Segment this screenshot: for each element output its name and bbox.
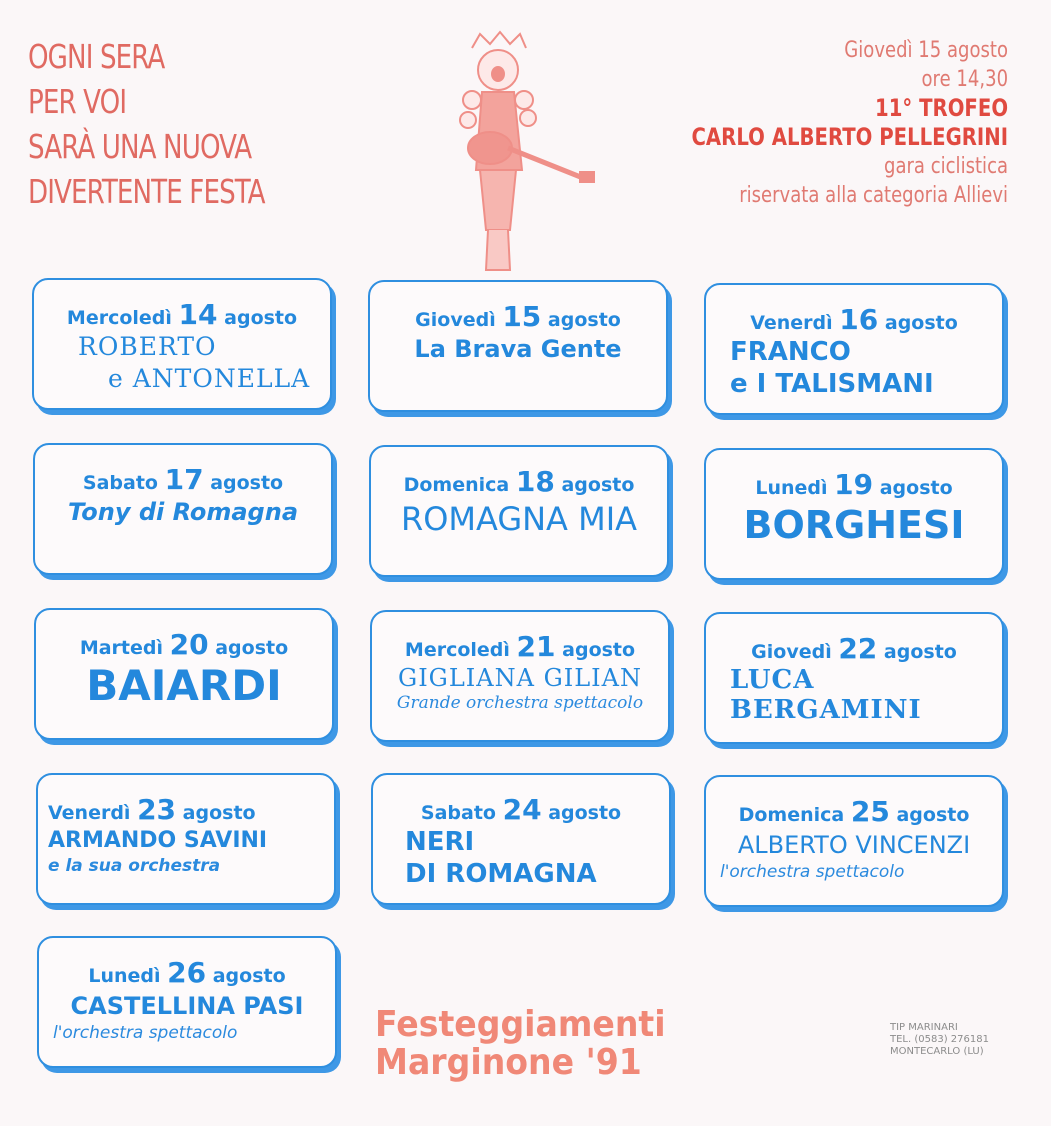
card-artist: BAIARDI <box>86 661 282 710</box>
card-date: Giovedì 15 agosto <box>415 300 621 333</box>
festival-title-line-1: Festeggiamenti <box>375 1004 666 1045</box>
card-artist: FRANCO <box>730 337 851 367</box>
festival-title-line-2: Marginone '91 <box>375 1042 642 1083</box>
printer-line-1: TIP MARINARI <box>890 1022 958 1033</box>
race-date: Giovedì 15 agosto <box>844 38 1008 63</box>
card-artist-2: BERGAMINI <box>730 695 922 725</box>
card-subtitle: Grande orchestra spettacolo <box>396 693 644 713</box>
card-14-agosto <box>32 278 332 410</box>
card-25-agosto <box>704 775 1004 907</box>
card-artist: ALBERTO VINCENZI <box>737 831 971 859</box>
card-artist: Tony di Romagna <box>67 498 299 526</box>
card-subtitle: e la sua orchestra <box>48 856 221 876</box>
singer-mascot-illustration <box>450 30 600 280</box>
card-20-agosto <box>34 608 334 740</box>
festival-title <box>375 1006 691 1082</box>
headline <box>28 34 297 214</box>
card-artist: GIGLIANA GILIAN <box>398 664 642 692</box>
printer-credit <box>890 1022 989 1058</box>
card-subtitle: l'orchestra spettacolo <box>53 1023 238 1043</box>
card-24-agosto <box>371 773 671 905</box>
card-15-agosto <box>368 280 668 412</box>
card-artist: CASTELLINA PASI <box>70 992 304 1020</box>
headline-line-4: DIVERTENTE FESTA <box>28 172 265 211</box>
printer-line-3: MONTECARLO (LU) <box>890 1046 984 1057</box>
card-date: Venerdì 16 agosto <box>750 303 958 336</box>
race-title-2: CARLO ALBERTO PELLEGRINI <box>691 123 1008 151</box>
card-date: Venerdì 23 agosto <box>48 793 256 826</box>
card-artist: BORGHESI <box>743 503 965 547</box>
card-date: Mercoledì 21 agosto <box>404 630 636 663</box>
race-time: ore 14,30 <box>921 67 1008 92</box>
card-21-agosto <box>370 610 670 742</box>
card-date: Domenica 25 agosto <box>738 795 970 828</box>
card-date: Lunedì 19 agosto <box>755 468 953 501</box>
card-artist: ROMAGNA MIA <box>400 500 638 538</box>
race-desc-2: riservata alla categoria Allievi <box>739 183 1008 208</box>
card-date: Sabato 17 agosto <box>82 463 284 496</box>
printer-line-2: TEL. (0583) 276181 <box>890 1034 989 1045</box>
card-23-agosto <box>36 773 336 905</box>
cycling-race-announcement <box>622 36 1008 210</box>
card-date: Lunedì 26 agosto <box>88 956 286 989</box>
card-subtitle: l'orchestra spettacolo <box>720 862 905 882</box>
card-18-agosto <box>369 445 669 577</box>
card-date: Martedì 20 agosto <box>79 628 289 661</box>
card-date: Sabato 24 agosto <box>420 793 622 826</box>
card-date: Domenica 18 agosto <box>403 465 635 498</box>
card-date: Giovedì 22 agosto <box>751 632 957 665</box>
card-artist: LUCA <box>730 665 815 695</box>
race-desc-1: gara ciclistica <box>883 154 1008 179</box>
card-artist: NERI <box>405 827 475 857</box>
headline-line-1: OGNI SERA <box>28 37 165 76</box>
card-22-agosto <box>704 612 1004 744</box>
card-19-agosto <box>704 448 1004 580</box>
card-16-agosto <box>704 283 1004 415</box>
card-artist-2: e ANTONELLA <box>108 364 311 393</box>
race-title-1: 11° TROFEO <box>874 94 1008 122</box>
card-artist: La Brava Gente <box>414 335 622 363</box>
card-artist: ROBERTO <box>78 332 217 361</box>
card-artist-2: e I TALISMANI <box>730 369 934 399</box>
card-artist: ARMANDO SAVINI <box>48 828 268 853</box>
card-17-agosto <box>33 443 333 575</box>
headline-line-3: SARÀ UNA NUOVA <box>28 127 252 166</box>
headline-line-2: PER VOI <box>28 82 127 121</box>
card-artist-2: DI ROMAGNA <box>405 859 597 889</box>
card-26-agosto <box>37 936 337 1068</box>
card-date: Mercoledì 14 agosto <box>66 298 298 331</box>
